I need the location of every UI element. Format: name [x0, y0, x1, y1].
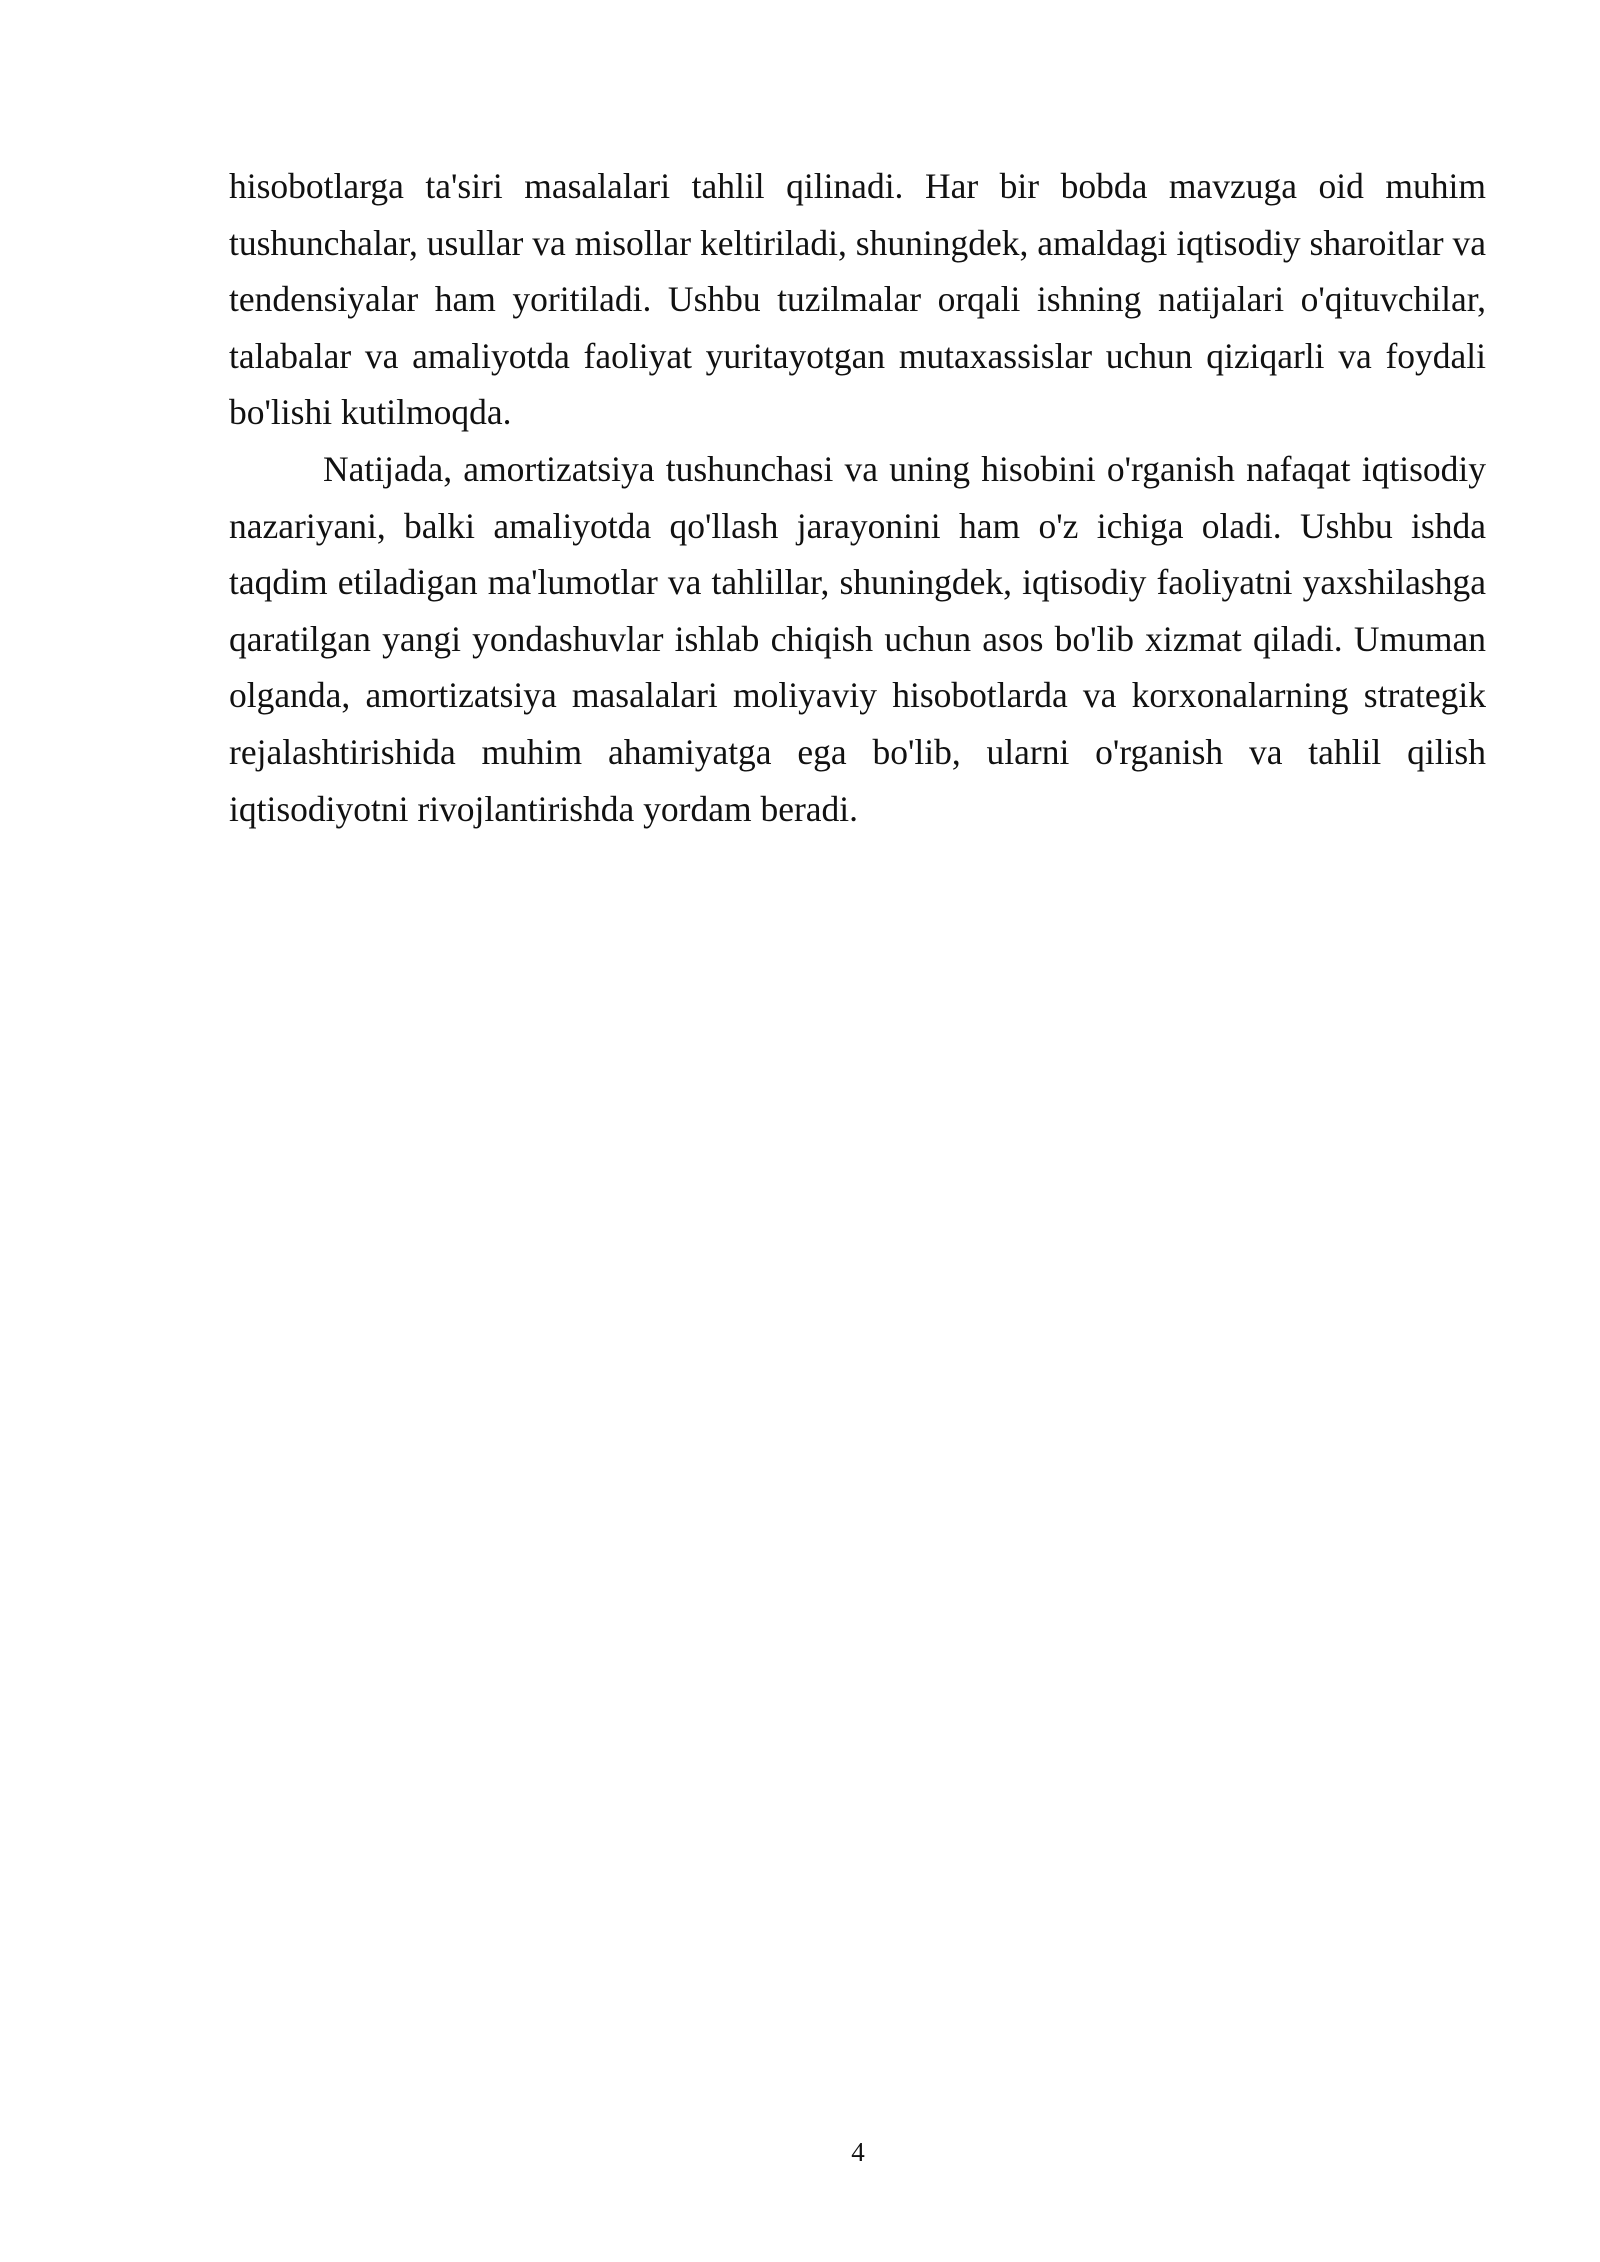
paragraph-conclusion: Natijada, amortizatsiya tushunchasi va uning hisobini o'rganish nafaqat iqtisodiy nazariyani, balki amaliyotda qo'llash jarayonini ham o'z ichiga oladi. Ushbu ishda taqdim etiladigan ma'lumotlar va tahlillar, shuningdek, iqtisodiy faoliyatni yaxshilashga qaratilgan yangi yondashuvlar ishlab chiqish uchun asos bo'lib xizmat qiladi. Umuman olganda, amortizatsiya masalalari moliyaviy hisobotlarda va korxonalarning strategik rejalashtirishida muhim ahamiyatga ega bo'lib, ularni o'rganish va tahlil qilish iqtisodiyotni rivojlantirishda yordam beradi.: [229, 448, 1486, 829]
page-number: 4: [851, 2137, 865, 2167]
paragraph-continuation: hisobotlarga ta'siri masalalari tahlil qilinadi. Har bir bobda mavzuga oid muhim tushunchalar, usullar va misollar keltiriladi, shuningdek, amaldagi iqtisodiy sharoitlar va tendensiyalar ham yoritiladi. Ushbu tuzilmalar orqali ishning natijalari o'qituvchilar, talabalar va amaliyotda faoliyat yuritayotgan mutaxassislar uchun qiziqarli va foydali bo'lishi kutilmoqda.: [229, 166, 1486, 433]
body-text: [229, 158, 1486, 837]
